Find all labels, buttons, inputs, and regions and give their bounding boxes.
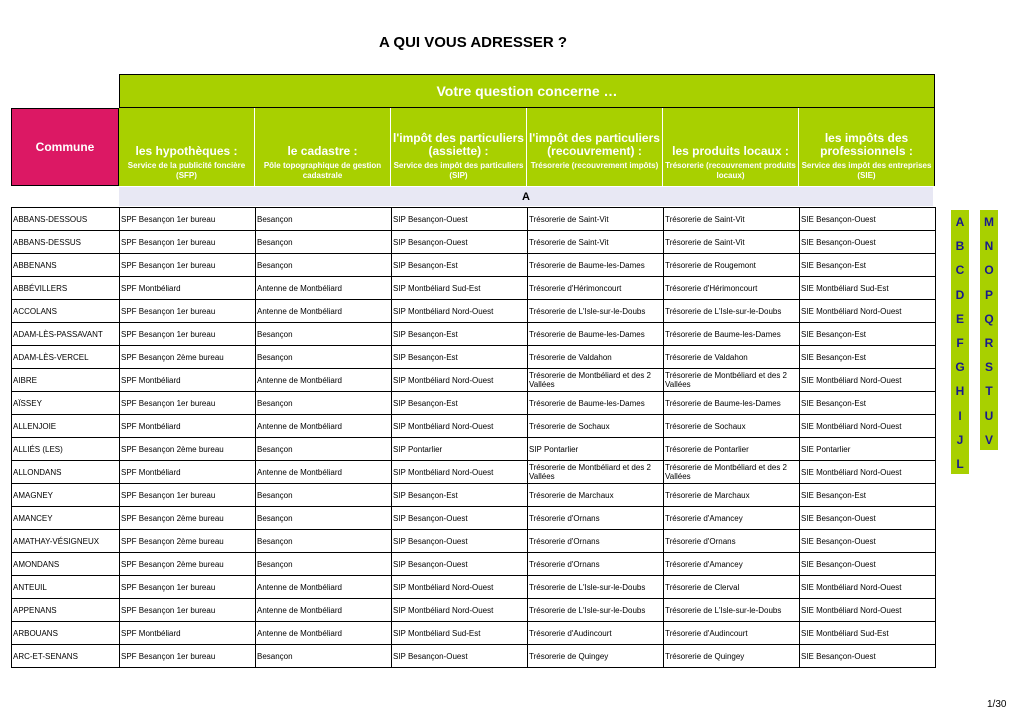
tresorerie-produits-cell: Trésorerie de Rougemont: [664, 254, 800, 277]
column-header-title: les impôts des professionnels :: [820, 131, 913, 158]
section-letter-a: A: [119, 187, 933, 206]
spf-cell: SPF Besançon 1er bureau: [120, 300, 256, 323]
commune-cell: AMANCEY: [12, 507, 120, 530]
sie-cell: SIE Besançon-Ouest: [800, 645, 936, 668]
table-row: [12, 254, 936, 277]
column-header-subtitle: Trésorerie (recouvrement produits locaux): [665, 161, 796, 180]
communes-table: [11, 207, 936, 668]
spf-cell: SPF Besançon 1er bureau: [120, 645, 256, 668]
alphabet-letter-link[interactable]: I: [958, 408, 962, 423]
cadastre-cell: Antenne de Montbéliard: [256, 277, 392, 300]
alphabet-letter-link[interactable]: R: [984, 335, 994, 350]
commune-cell: AÏSSEY: [12, 392, 120, 415]
tresorerie-produits-cell: Trésorerie de Valdahon: [664, 346, 800, 369]
sie-cell: SIE Montbéliard Nord-Ouest: [800, 369, 936, 392]
spf-cell: SPF Besançon 2ème bureau: [120, 553, 256, 576]
alphabet-letter-link[interactable]: T: [985, 384, 993, 399]
spf-cell: SPF Besançon 1er bureau: [120, 231, 256, 254]
tresorerie-impots-cell: Trésorerie de Montbéliard et des 2 Vallées: [528, 369, 664, 392]
sie-cell: SIE Besançon-Est: [800, 484, 936, 507]
cadastre-cell: Antenne de Montbéliard: [256, 576, 392, 599]
alphabet-index-right: [980, 210, 998, 450]
page-number: 1/30: [987, 699, 1007, 710]
table-row: [12, 323, 936, 346]
spf-cell: SPF Besançon 1er bureau: [120, 208, 256, 231]
sie-cell: SIE Montbéliard Sud-Est: [800, 622, 936, 645]
commune-cell: ANTEUIL: [12, 576, 120, 599]
tresorerie-impots-cell: Trésorerie de Marchaux: [528, 484, 664, 507]
table-row: [12, 461, 936, 484]
cadastre-cell: Besançon: [256, 231, 392, 254]
sie-cell: SIE Montbéliard Nord-Ouest: [800, 599, 936, 622]
table-row: [12, 622, 936, 645]
sip-cell: SIP Besançon-Ouest: [392, 553, 528, 576]
sie-cell: SIE Besançon-Ouest: [800, 553, 936, 576]
table-row: [12, 208, 936, 231]
column-header-title: les hypothèques :: [135, 144, 238, 158]
tresorerie-produits-cell: Trésorerie de Baume-les-Dames: [664, 392, 800, 415]
commune-column-header: Commune: [11, 108, 119, 186]
alphabet-letter-link[interactable]: O: [984, 263, 994, 278]
cadastre-cell: Antenne de Montbéliard: [256, 622, 392, 645]
tresorerie-produits-cell: Trésorerie de Saint-Vit: [664, 231, 800, 254]
commune-cell: ABBÉVILLERS: [12, 277, 120, 300]
tresorerie-produits-cell: Trésorerie de Baume-les-Dames: [664, 323, 800, 346]
column-header-title: le cadastre :: [287, 144, 358, 158]
tresorerie-produits-cell: Trésorerie d'Amancey: [664, 553, 800, 576]
table-row: [12, 415, 936, 438]
column-header-impots-professionnels: [799, 108, 935, 186]
alphabet-letter-link[interactable]: J: [956, 432, 964, 447]
table-row: [12, 484, 936, 507]
commune-cell: ALLENJOIE: [12, 415, 120, 438]
spf-cell: SPF Besançon 1er bureau: [120, 484, 256, 507]
tresorerie-produits-cell: Trésorerie de Sochaux: [664, 415, 800, 438]
spf-cell: SPF Besançon 2ème bureau: [120, 530, 256, 553]
sie-cell: SIE Besançon-Ouest: [800, 530, 936, 553]
sie-cell: SIE Montbéliard Sud-Est: [800, 277, 936, 300]
column-header-subtitle: Pôle topographique de gestion cadastrale: [263, 161, 382, 180]
column-header-produits-locaux: [663, 108, 799, 186]
sip-cell: SIP Montbéliard Nord-Ouest: [392, 461, 528, 484]
column-header-subtitle: Service des impôt des particuliers (SIP): [393, 161, 524, 180]
commune-cell: AMONDANS: [12, 553, 120, 576]
commune-cell: AIBRE: [12, 369, 120, 392]
spf-cell: SPF Montbéliard: [120, 369, 256, 392]
tresorerie-impots-cell: Trésorerie de Montbéliard et des 2 Vallées: [528, 461, 664, 484]
tresorerie-produits-cell: Trésorerie de Quingey: [664, 645, 800, 668]
table-row: [12, 231, 936, 254]
sie-cell: SIE Montbéliard Nord-Ouest: [800, 300, 936, 323]
cadastre-cell: Besançon: [256, 208, 392, 231]
alphabet-letter-link[interactable]: V: [984, 432, 993, 447]
sip-cell: SIP Montbéliard Nord-Ouest: [392, 599, 528, 622]
table-row: [12, 438, 936, 461]
commune-cell: ABBANS-DESSOUS: [12, 208, 120, 231]
commune-cell: ALLIÉS (LES): [12, 438, 120, 461]
tresorerie-impots-cell: Trésorerie d'Ornans: [528, 553, 664, 576]
tresorerie-impots-cell: Trésorerie de Saint-Vit: [528, 208, 664, 231]
commune-cell: ARBOUANS: [12, 622, 120, 645]
commune-cell: ADAM-LÈS-PASSAVANT: [12, 323, 120, 346]
alphabet-letter-link[interactable]: S: [984, 360, 993, 375]
sip-cell: SIP Montbéliard Sud-Est: [392, 622, 528, 645]
commune-cell: ALLONDANS: [12, 461, 120, 484]
sie-cell: SIE Besançon-Est: [800, 323, 936, 346]
column-header-title: les produits locaux :: [672, 144, 789, 158]
spf-cell: SPF Besançon 1er bureau: [120, 576, 256, 599]
sie-cell: SIE Montbéliard Nord-Ouest: [800, 576, 936, 599]
tresorerie-produits-cell: Trésorerie d'Ornans: [664, 530, 800, 553]
alphabet-letter-link[interactable]: G: [955, 360, 965, 375]
spf-cell: SPF Besançon 1er bureau: [120, 323, 256, 346]
cadastre-cell: Besançon: [256, 346, 392, 369]
sip-cell: SIP Montbéliard Nord-Ouest: [392, 576, 528, 599]
tresorerie-impots-cell: Trésorerie de Quingey: [528, 645, 664, 668]
table-row: [12, 530, 936, 553]
cadastre-cell: Besançon: [256, 323, 392, 346]
table-row: [12, 277, 936, 300]
sip-cell: SIP Besançon-Ouest: [392, 208, 528, 231]
sie-cell: SIE Besançon-Est: [800, 346, 936, 369]
tresorerie-impots-cell: Trésorerie de Baume-les-Dames: [528, 392, 664, 415]
tresorerie-impots-cell: Trésorerie de L'Isle-sur-le-Doubs: [528, 300, 664, 323]
commune-cell: AMATHAY-VÉSIGNEUX: [12, 530, 120, 553]
spf-cell: SPF Besançon 2ème bureau: [120, 507, 256, 530]
column-header-hypotheques: [119, 108, 255, 186]
tresorerie-produits-cell: Trésorerie de Clerval: [664, 576, 800, 599]
column-header-subtitle: Service des impôt des entreprises (SIE): [801, 161, 932, 180]
alphabet-letter-link[interactable]: N: [984, 239, 994, 254]
alphabet-letter-link[interactable]: L: [956, 456, 964, 471]
sie-cell: SIE Montbéliard Nord-Ouest: [800, 415, 936, 438]
table-row: [12, 300, 936, 323]
cadastre-cell: Besançon: [256, 484, 392, 507]
spf-cell: SPF Besançon 2ème bureau: [120, 346, 256, 369]
sie-cell: SIE Besançon-Est: [800, 392, 936, 415]
sip-cell: SIP Besançon-Ouest: [392, 645, 528, 668]
cadastre-cell: Besançon: [256, 507, 392, 530]
table-row: [12, 346, 936, 369]
tresorerie-produits-cell: Trésorerie de Pontarlier: [664, 438, 800, 461]
cadastre-cell: Antenne de Montbéliard: [256, 300, 392, 323]
tresorerie-impots-cell: Trésorerie d'Hérimoncourt: [528, 277, 664, 300]
tresorerie-produits-cell: Trésorerie d'Audincourt: [664, 622, 800, 645]
cadastre-cell: Besançon: [256, 553, 392, 576]
sip-cell: SIP Besançon-Est: [392, 392, 528, 415]
commune-cell: ABBANS-DESSUS: [12, 231, 120, 254]
cadastre-cell: Antenne de Montbéliard: [256, 415, 392, 438]
commune-cell: ADAM-LÈS-VERCEL: [12, 346, 120, 369]
cadastre-cell: Besançon: [256, 645, 392, 668]
tresorerie-impots-cell: Trésorerie de Valdahon: [528, 346, 664, 369]
alphabet-letter-link[interactable]: H: [955, 384, 965, 399]
sie-cell: SIE Besançon-Ouest: [800, 231, 936, 254]
cadastre-cell: Besançon: [256, 254, 392, 277]
spf-cell: SPF Montbéliard: [120, 415, 256, 438]
spf-cell: SPF Besançon 1er bureau: [120, 392, 256, 415]
alphabet-letter-link[interactable]: F: [956, 335, 964, 350]
cadastre-cell: Antenne de Montbéliard: [256, 369, 392, 392]
tresorerie-impots-cell: Trésorerie de Sochaux: [528, 415, 664, 438]
column-header-cadastre: [255, 108, 391, 186]
column-header-impot-recouvrement: [527, 108, 663, 186]
sie-cell: SIE Besançon-Est: [800, 254, 936, 277]
table-row: [12, 576, 936, 599]
alphabet-letter-link[interactable]: U: [984, 408, 994, 423]
page-title: A QUI VOUS ADRESSER ?: [378, 34, 568, 51]
spf-cell: SPF Montbéliard: [120, 622, 256, 645]
spf-cell: SPF Montbéliard: [120, 461, 256, 484]
table-row: [12, 507, 936, 530]
table-row: [12, 553, 936, 576]
tresorerie-produits-cell: Trésorerie de Montbéliard et des 2 Vallées: [664, 461, 800, 484]
tresorerie-produits-cell: Trésorerie de Marchaux: [664, 484, 800, 507]
tresorerie-impots-cell: Trésorerie d'Audincourt: [528, 622, 664, 645]
tresorerie-impots-cell: Trésorerie de Saint-Vit: [528, 231, 664, 254]
sie-cell: SIE Besançon-Ouest: [800, 208, 936, 231]
column-header-title: l'impôt des particuliers (recouvrement) :: [529, 131, 660, 158]
tresorerie-produits-cell: Trésorerie d'Amancey: [664, 507, 800, 530]
tresorerie-impots-cell: SIP Pontarlier: [528, 438, 664, 461]
tresorerie-impots-cell: Trésorerie de Baume-les-Dames: [528, 323, 664, 346]
sie-cell: SIE Montbéliard Nord-Ouest: [800, 461, 936, 484]
tresorerie-produits-cell: Trésorerie de L'Isle-sur-le-Doubs: [664, 300, 800, 323]
alphabet-letter-link[interactable]: E: [955, 311, 964, 326]
spf-cell: SPF Montbéliard: [120, 277, 256, 300]
tresorerie-produits-cell: Trésorerie de Saint-Vit: [664, 208, 800, 231]
tresorerie-impots-cell: Trésorerie d'Ornans: [528, 507, 664, 530]
alphabet-index-left: [951, 210, 969, 474]
spf-cell: SPF Besançon 1er bureau: [120, 254, 256, 277]
alphabet-letter-link[interactable]: D: [955, 287, 965, 302]
cadastre-cell: Besançon: [256, 530, 392, 553]
table-row: [12, 599, 936, 622]
alphabet-letter-link[interactable]: M: [984, 215, 994, 229]
tresorerie-impots-cell: Trésorerie de L'Isle-sur-le-Doubs: [528, 599, 664, 622]
column-header-title: l'impôt des particuliers (assiette) :: [393, 131, 524, 158]
sip-cell: SIP Besançon-Est: [392, 346, 528, 369]
commune-cell: ARC-ET-SENANS: [12, 645, 120, 668]
table-row: [12, 392, 936, 415]
cadastre-cell: Besançon: [256, 438, 392, 461]
tresorerie-produits-cell: Trésorerie de Montbéliard et des 2 Vallées: [664, 369, 800, 392]
sip-cell: SIP Montbéliard Nord-Ouest: [392, 300, 528, 323]
commune-cell: AMAGNEY: [12, 484, 120, 507]
sip-cell: SIP Besançon-Est: [392, 484, 528, 507]
sip-cell: SIP Besançon-Ouest: [392, 507, 528, 530]
sie-cell: SIE Besançon-Ouest: [800, 507, 936, 530]
sip-cell: SIP Montbéliard Nord-Ouest: [392, 415, 528, 438]
table-row: [12, 645, 936, 668]
commune-cell: ACCOLANS: [12, 300, 120, 323]
alphabet-letter-link[interactable]: C: [955, 263, 965, 278]
cadastre-cell: Antenne de Montbéliard: [256, 461, 392, 484]
alphabet-letter-link[interactable]: P: [984, 287, 993, 302]
spf-cell: SPF Besançon 2ème bureau: [120, 438, 256, 461]
cadastre-cell: Antenne de Montbéliard: [256, 599, 392, 622]
spf-cell: SPF Besançon 1er bureau: [120, 599, 256, 622]
column-header-impot-assiette: [391, 108, 527, 186]
commune-cell: ABBENANS: [12, 254, 120, 277]
sip-cell: SIP Besançon-Est: [392, 254, 528, 277]
alphabet-letter-link[interactable]: A: [955, 215, 965, 229]
sip-cell: SIP Montbéliard Sud-Est: [392, 277, 528, 300]
question-banner: Votre question concerne …: [119, 74, 935, 108]
tresorerie-produits-cell: Trésorerie d'Hérimoncourt: [664, 277, 800, 300]
sip-cell: SIP Besançon-Ouest: [392, 530, 528, 553]
commune-cell: APPENANS: [12, 599, 120, 622]
alphabet-letter-link[interactable]: Q: [984, 311, 994, 326]
tresorerie-impots-cell: Trésorerie de Baume-les-Dames: [528, 254, 664, 277]
tresorerie-impots-cell: Trésorerie d'Ornans: [528, 530, 664, 553]
sip-cell: SIP Pontarlier: [392, 438, 528, 461]
tresorerie-impots-cell: Trésorerie de L'Isle-sur-le-Doubs: [528, 576, 664, 599]
sip-cell: SIP Montbéliard Nord-Ouest: [392, 369, 528, 392]
column-header-subtitle: Service de la publicité foncière (SFP): [127, 161, 246, 180]
tresorerie-produits-cell: Trésorerie de L'Isle-sur-le-Doubs: [664, 599, 800, 622]
alphabet-letter-link[interactable]: B: [955, 239, 965, 254]
sip-cell: SIP Besançon-Ouest: [392, 231, 528, 254]
column-header-subtitle: Trésorerie (recouvrement impôts): [530, 161, 659, 170]
sie-cell: SIE Pontarlier: [800, 438, 936, 461]
cadastre-cell: Besançon: [256, 392, 392, 415]
table-row: [12, 369, 936, 392]
sip-cell: SIP Besançon-Est: [392, 323, 528, 346]
